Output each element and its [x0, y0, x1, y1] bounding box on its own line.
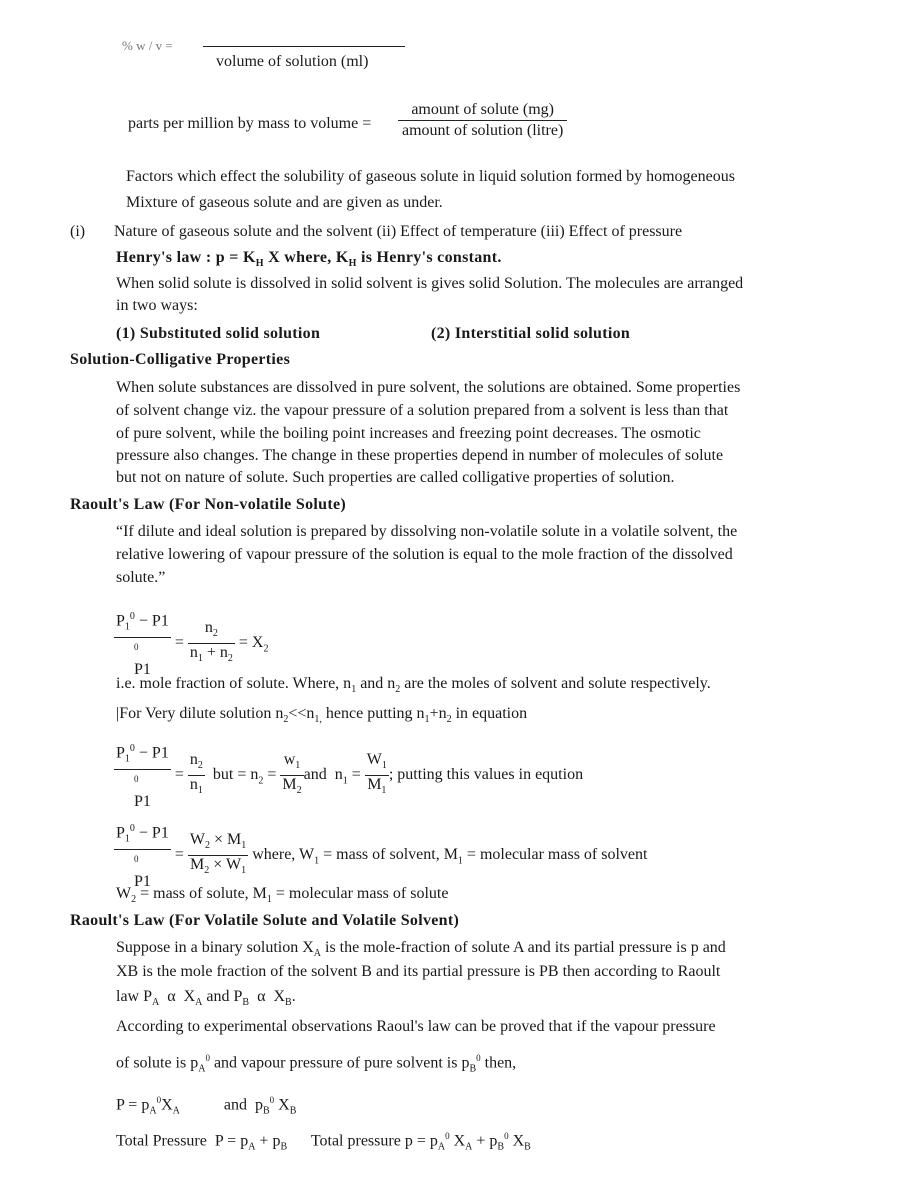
colligative-line-5: but not on nature of solute. Such properties are called colligative properties of solution. [116, 469, 675, 486]
colligative-line-4: pressure also changes. The change in these properties depend in number of molecules of solute [116, 447, 724, 464]
ppm-fraction [398, 100, 567, 141]
total-pressure-line: Total Pressure $P = p_A + p_B$ Total pressure $p = p_A^0$ $X_A + p_B^0$ $X_B$ [116, 1131, 531, 1153]
equation-raoult-3: $P_1^0 - P1$ $^0$ P1 = $\frac{W_2 \times M_1}{M_2 \times W_1}$ where, $W_1$ = mass of solvent, $M_1$ = molecular mass of solvent [116, 823, 648, 890]
raoult-quote-3: solute.” [116, 569, 166, 586]
partial-lhs: % w / v = [122, 38, 173, 53]
solid-line-1: When solid solute is dissolved in solid solvent is gives solid Solution. The molecules are arranged [116, 275, 744, 292]
w2-line: $W_2$ = mass of solute, $M_1$ = molecular mass of solute [116, 885, 449, 906]
raoult2-line-1: Suppose in a binary solution $X_A$ is the mole-fraction of solute A and its partial pressure is p and [116, 939, 726, 960]
ppm-denominator: amount of solution (litre) [402, 122, 564, 139]
solid-option-1: (1) Substituted solid solution [116, 325, 321, 342]
raoult-volatile-heading: Raoult's Law (For Volatile Solute and Volatile Solvent) [70, 912, 460, 929]
raoult2-law-line: law $P_A$ α $X_A$ and $P_B$ α $X_B$. [116, 988, 296, 1009]
colligative-heading: Solution-Colligative Properties [70, 351, 291, 368]
colligative-line-2: of solvent change viz. the vapour pressure of a solution prepared from a solvent is less than that [116, 402, 729, 419]
raoult-quote-1: “If dilute and ideal solution is prepared by dissolving non-volatile solute in a volatile solvent, the [116, 523, 738, 540]
partial-pressure-line: $P = p_A^0X_A$ and $p_B^0$ $X_B$ [116, 1095, 297, 1117]
colligative-line-3: of pure solvent, while the boiling point increases and freezing point decreases. The osmotic [116, 425, 701, 442]
henry-law: Henry's law : $p = K_H$ X where, $K_H$ is Henry's constant. [116, 249, 502, 270]
list-marker-i: (i) [70, 223, 86, 240]
factors-line-2: Mixture of gaseous solute and are given as under. [126, 194, 443, 211]
ppm-numerator: amount of solute (mg) [411, 101, 554, 118]
partial-denominator: volume of solution (ml) [216, 53, 369, 70]
partial-fraction-bar [203, 46, 405, 47]
equation-raoult-2: $P_1^0 - P1$ $^0$ P1 = $\frac{n_2}{n_1}$ but = $n_2$ = $\frac{w_1}{M_2}$ and $n_1$ = $\frac{W_1}{M_1}$ ; putting this values in eqution [116, 743, 584, 810]
solid-option-2: (2) Interstitial solid solution [431, 325, 631, 342]
raoult-nonvolatile-heading: Raoult's Law (For Non-volatile Solute) [70, 496, 346, 513]
raoult-quote-2: relative lowering of vapour pressure of the solution is equal to the mole fraction of the dissolved [116, 546, 733, 563]
solid-line-2: in two ways: [116, 297, 198, 314]
ppm-lhs: parts per million by mass to volume = [128, 115, 372, 132]
factors-line-1: Factors which effect the solubility of gaseous solute in liquid solution formed by homogeneous [126, 168, 735, 185]
raoult2-exp-2: of solute is $p_A^0$ and vapour pressure of pure solvent is $p_B^0$ then, [116, 1053, 517, 1075]
raoult2-exp-1: According to experimental observations Raoul's law can be proved that if the vapour pressure [116, 1018, 716, 1035]
equation-raoult-1: $P_1^0 - P1$ $^0$ P1 = $\frac{n_2}{n_1 + n_2}$ = $X_2$ [116, 611, 269, 678]
ie-line: i.e. mole fraction of solute. Where, $n_1$ and $n_2$ are the moles of solvent and solute respectively. [116, 675, 711, 696]
colligative-line-1: When solute substances are dissolved in pure solvent, the solutions are obtained. Some properties [116, 379, 741, 396]
raoult2-line-2: XB is the mole fraction of the solvent B and its partial pressure is PB then according to Raoult [116, 963, 721, 980]
factors-list: Nature of gaseous solute and the solvent (ii) Effect of temperature (iii) Effect of pressure [114, 223, 683, 240]
dilute-line: |For Very dilute solution $n_2<<n_{1,}$ hence putting $n_1+n_2$ in equation [116, 705, 528, 726]
